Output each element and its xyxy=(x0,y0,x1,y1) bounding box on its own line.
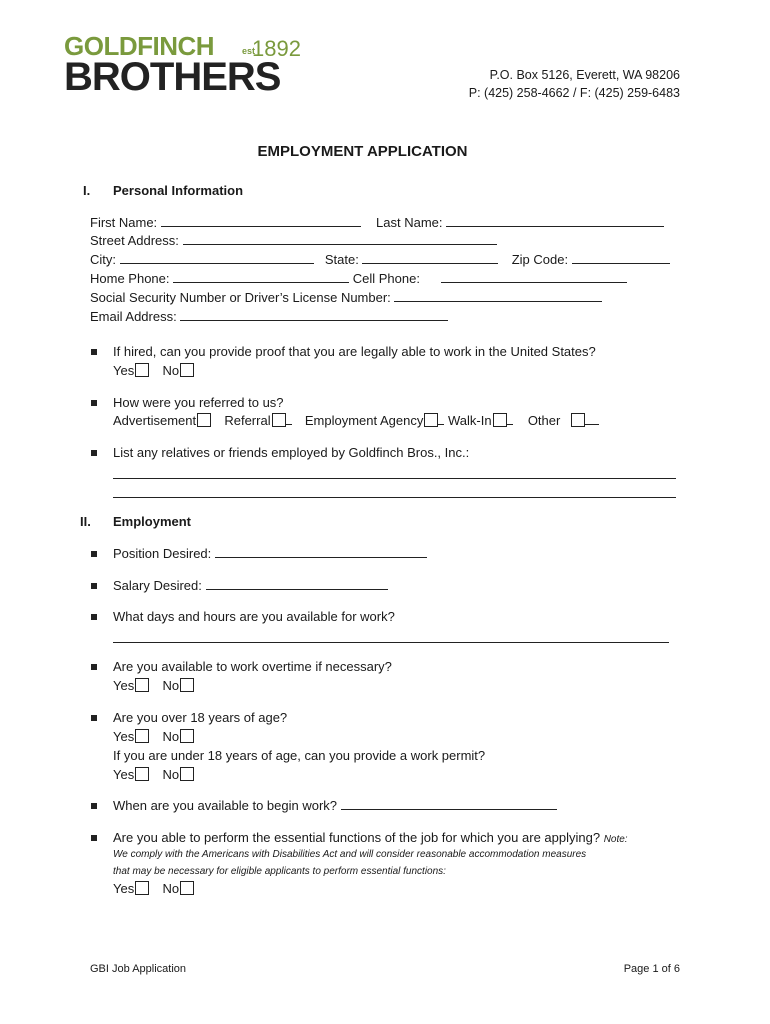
email-label: Email Address: xyxy=(90,309,177,324)
legal-work-answer xyxy=(113,362,194,380)
ada-note-line-1: We comply with the Americans with Disabilities Act and will consider reasonable accommodation measures xyxy=(113,849,587,860)
referral-question: How were you referred to us? xyxy=(113,395,284,410)
employment-agency-label: Employment Agency xyxy=(304,413,424,428)
phone-fax-line: P: (425) 258-4662 / F: (425) 259-6483 xyxy=(468,86,680,100)
begin-work-label: When are you available to begin work? xyxy=(113,798,338,813)
essential-functions-label: Are you able to perform the essential functions of the job for which you are applying? xyxy=(113,830,601,845)
overtime-no-checkbox[interactable] xyxy=(180,678,194,692)
city-label: City: xyxy=(90,252,116,267)
no-label: No xyxy=(162,729,180,744)
legal-no-checkbox[interactable] xyxy=(180,363,194,377)
begin-work-field[interactable] xyxy=(341,797,557,810)
company-logo xyxy=(64,31,314,99)
salary-desired-row xyxy=(113,577,388,595)
city-row xyxy=(90,251,670,269)
relatives-field-line-2[interactable] xyxy=(113,497,676,498)
essential-functions-no-checkbox[interactable] xyxy=(180,881,194,895)
ssn-field[interactable] xyxy=(394,289,602,302)
address-line: P.O. Box 5126, Everett, WA 98206 xyxy=(489,68,680,82)
first-name-field[interactable] xyxy=(161,214,361,227)
last-name-label: Last Name: xyxy=(376,215,443,230)
availability-field[interactable] xyxy=(113,642,669,643)
other-checkbox[interactable] xyxy=(571,413,585,427)
referral-label: Referral xyxy=(224,413,271,428)
yes-label: Yes xyxy=(113,363,135,378)
relatives-question: List any relatives or friends employed by Goldfinch Bros., Inc.: xyxy=(113,445,470,460)
bullet-icon xyxy=(91,551,97,557)
note-label: Note: xyxy=(603,834,628,845)
logo-year-text: 1892 xyxy=(252,36,301,61)
work-permit-answer xyxy=(113,766,194,784)
section-title: Employment xyxy=(113,514,192,529)
bullet-icon xyxy=(91,450,97,456)
position-desired-label: Position Desired: xyxy=(113,546,212,561)
ssn-row xyxy=(90,289,602,307)
logo-goldfinch-text: GOLDFINCH xyxy=(64,31,215,61)
salary-desired-label: Salary Desired: xyxy=(113,578,202,593)
bullet-icon xyxy=(91,349,97,355)
zip-code-field[interactable] xyxy=(572,251,670,264)
relatives-field-line-1[interactable] xyxy=(113,478,676,479)
advertisement-checkbox[interactable] xyxy=(197,413,211,427)
email-row xyxy=(90,308,448,326)
phone-row xyxy=(90,270,627,288)
yes-label: Yes xyxy=(113,729,135,744)
city-field[interactable] xyxy=(120,251,314,264)
street-row xyxy=(90,232,497,250)
street-address-label: Street Address: xyxy=(90,233,179,248)
zip-code-label: Zip Code: xyxy=(511,252,569,267)
no-label: No xyxy=(162,678,180,693)
yes-label: Yes xyxy=(113,678,135,693)
referral-checkbox[interactable] xyxy=(272,413,286,427)
cell-phone-label: Cell Phone: xyxy=(352,271,420,286)
legal-work-question: If hired, can you provide proof that you are legally able to work in the United States? xyxy=(113,344,596,359)
name-row xyxy=(90,214,664,232)
over-18-no-checkbox[interactable] xyxy=(180,729,194,743)
yes-label: Yes xyxy=(113,767,135,782)
state-field[interactable] xyxy=(362,251,498,264)
advertisement-label: Advertisement xyxy=(113,413,197,428)
state-label: State: xyxy=(324,252,359,267)
essential-functions-answer xyxy=(113,880,194,898)
bullet-icon xyxy=(91,400,97,406)
logo-brothers-text: BROTHERS xyxy=(64,55,281,99)
bullet-icon xyxy=(91,715,97,721)
section-number: I. xyxy=(83,183,91,198)
over-18-answer xyxy=(113,728,194,746)
employment-agency-checkbox[interactable] xyxy=(424,413,438,427)
logo-est-text: est xyxy=(242,46,256,56)
over-18-question: Are you over 18 years of age? xyxy=(113,710,288,725)
bullet-icon xyxy=(91,664,97,670)
other-label: Other xyxy=(527,413,561,428)
ada-note-line-2: that may be necessary for eligible applicants to perform essential functions: xyxy=(113,866,446,877)
section-title: Personal Information xyxy=(113,183,244,198)
position-desired-field[interactable] xyxy=(215,545,427,558)
overtime-yes-checkbox[interactable] xyxy=(135,678,149,692)
home-phone-field[interactable] xyxy=(173,270,349,283)
bullet-icon xyxy=(91,835,97,841)
over-18-yes-checkbox[interactable] xyxy=(135,729,149,743)
work-permit-question: If you are under 18 years of age, can you provide a work permit? xyxy=(113,748,486,763)
company-address xyxy=(469,66,680,102)
bullet-icon xyxy=(91,614,97,620)
bullet-icon xyxy=(91,803,97,809)
essential-functions-question xyxy=(113,829,628,849)
yes-label: Yes xyxy=(113,881,135,896)
overtime-answer xyxy=(113,677,194,695)
ssn-label: Social Security Number or Driver’s License Number: xyxy=(90,290,391,305)
footer-page-number: Page 1 of 6 xyxy=(623,963,680,975)
no-label: No xyxy=(162,767,180,782)
salary-desired-field[interactable] xyxy=(206,577,388,590)
cell-phone-field[interactable] xyxy=(441,270,627,283)
position-desired-row xyxy=(113,545,427,563)
referral-options xyxy=(113,412,599,430)
essential-functions-yes-checkbox[interactable] xyxy=(135,881,149,895)
document-title: EMPLOYMENT APPLICATION xyxy=(257,143,468,160)
street-address-field[interactable] xyxy=(183,232,497,245)
home-phone-label: Home Phone: xyxy=(90,271,170,286)
availability-question: What days and hours are you available for work? xyxy=(113,609,395,624)
last-name-field[interactable] xyxy=(446,214,664,227)
overtime-question: Are you available to work overtime if necessary? xyxy=(113,659,392,674)
walk-in-label: Walk-In xyxy=(447,413,492,428)
bullet-icon xyxy=(91,583,97,589)
legal-yes-checkbox[interactable] xyxy=(135,363,149,377)
first-name-label: First Name: xyxy=(90,215,158,230)
no-label: No xyxy=(162,881,180,896)
begin-work-row xyxy=(113,797,557,815)
no-label: No xyxy=(162,363,180,378)
footer-document-name: GBI Job Application xyxy=(90,963,187,975)
walk-in-checkbox[interactable] xyxy=(493,413,507,427)
work-permit-no-checkbox[interactable] xyxy=(180,767,194,781)
work-permit-yes-checkbox[interactable] xyxy=(135,767,149,781)
email-field[interactable] xyxy=(180,308,448,321)
section-number: II. xyxy=(80,514,91,529)
